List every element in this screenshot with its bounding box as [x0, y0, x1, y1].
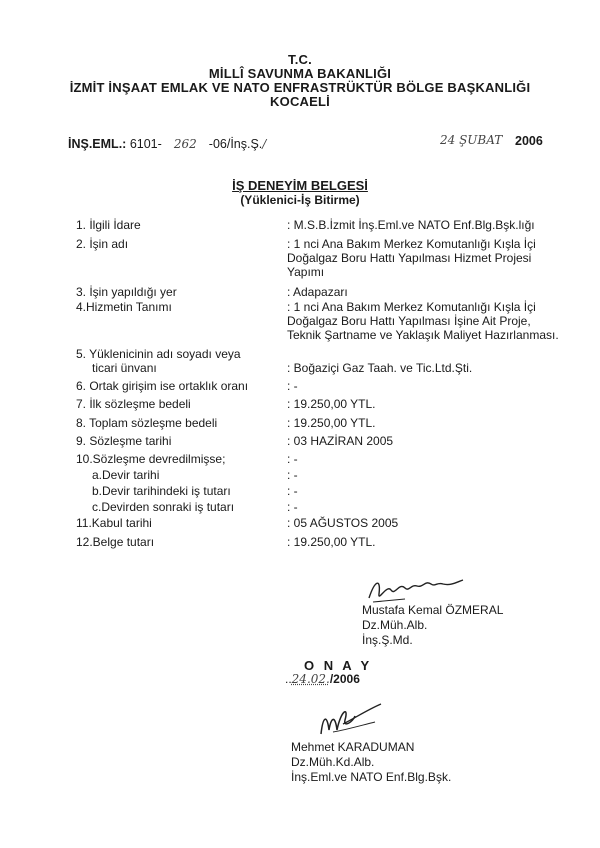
row-label-3: 3. İşin yapıldığı yer [76, 285, 177, 299]
row-label-2: 2. İşin adı [76, 237, 129, 251]
row-value-9: : 03 HAZİRAN 2005 [287, 434, 394, 448]
reference-year: 2006 [515, 134, 543, 148]
row-value-2: : 1 nci Ana Bakım Merkez Komutanlığı Kışla İçi Doğalgaz Boru Hattı Yapılması Hizmet Projesi Yapımı [287, 237, 536, 279]
row-value-1: : M.S.B.İzmit İnş.Eml.ve NATO Enf.Blg.Bşk.lığı [287, 218, 535, 232]
header-city: KOCAELİ [270, 94, 330, 109]
row-value-3: : Adapazarı [287, 285, 348, 299]
header-tc: T.C. [288, 52, 312, 67]
approval-handwritten-date: 24.02. [291, 672, 330, 686]
row-label-7: 7. İlk sözleşme bedeli [76, 397, 191, 411]
row-value-5: : Boğaziçi Gaz Taah. ve Tic.Ltd.Şti. [287, 361, 473, 375]
reference-handwritten-mark: / [262, 137, 267, 151]
signatory2-name: Mehmet KARADUMAN [291, 740, 415, 754]
reference-handwritten-number: 262 [173, 137, 197, 151]
row-value-6: : - [287, 379, 298, 393]
row-label-10a: a.Devir tarihi [92, 468, 160, 482]
row-value-8: : 19.250,00 YTL. [287, 416, 376, 430]
document-subtitle: (Yüklenici-İş Bitirme) [240, 193, 360, 207]
approval-label: O N A Y [304, 658, 373, 673]
row-value-12: : 19.250,00 YTL. [287, 535, 376, 549]
row-value-4: : 1 nci Ana Bakım Merkez Komutanlığı Kışla İçi Doğalgaz Boru Hattı Yapılması İşine Ait Proje, Teknik Şartname ve Yaklaşık Maliyet Hazırlanması. [287, 300, 559, 342]
row-value-11: : 05 AĞUSTOS 2005 [287, 516, 399, 530]
signatory1-position: İnş.Ş.Md. [362, 633, 413, 647]
signatory2-position: İnş.Eml.ve NATO Enf.Blg.Bşk. [291, 770, 452, 784]
reference-label: İNŞ.EML.: [68, 137, 127, 151]
signatory2-rank: Dz.Müh.Kd.Alb. [291, 755, 375, 769]
row-label-10: 10.Sözleşme devredilmişse; [76, 452, 226, 466]
row-label-11: 11.Kabul tarihi [76, 516, 152, 530]
approval-date [285, 672, 360, 686]
row-label-9: 9. Sözleşme tarihi [76, 434, 172, 448]
row-label-6: 6. Ortak girişim ise ortaklık oranı [76, 379, 249, 393]
approval-date-prefix: .. [285, 672, 292, 686]
row-label-12: 12.Belge tutarı [76, 535, 155, 549]
header-ministry: MİLLÎ SAVUNMA BAKANLIĞI [208, 66, 392, 81]
reference-prefix: 6101- [129, 137, 162, 151]
row-label-10c: c.Devirden sonraki iş tutarı [92, 500, 235, 514]
row-value-10a: : - [287, 468, 298, 482]
row-value-10: : - [287, 452, 298, 466]
row-label-1: 1. İlgili İdare [76, 218, 141, 232]
row-label-5-cont: ticari ünvanı [92, 361, 157, 375]
reference-suffix: -06/İnş.Ş. [208, 137, 263, 151]
signature-mark-2 [315, 696, 395, 742]
row-label-4: 4.Hizmetin Tanımı [76, 300, 172, 314]
signatory1-rank: Dz.Müh.Alb. [362, 618, 428, 632]
signatory1-name: Mustafa Kemal ÖZMERAL [362, 603, 504, 617]
row-value-10c: : - [287, 500, 298, 514]
row-label-5: 5. Yüklenicinin adı soyadı veya [76, 347, 241, 361]
row-value-10b: : - [287, 484, 298, 498]
row-label-10b: b.Devir tarihindeki iş tutarı [92, 484, 231, 498]
reference-number [68, 137, 266, 151]
approval-date-suffix: /2006 [329, 672, 360, 686]
header-directorate: İZMİT İNŞAAT EMLAK VE NATO ENFRASTRÜKTÜR BÖLGE BAŞKANLIĞI [69, 80, 531, 95]
handwritten-date: 24 ŞUBAT [440, 133, 503, 147]
row-label-8: 8. Toplam sözleşme bedeli [76, 416, 218, 430]
row-value-7: : 19.250,00 YTL. [287, 397, 376, 411]
document-title: İŞ DENEYİM BELGESİ [232, 178, 368, 193]
